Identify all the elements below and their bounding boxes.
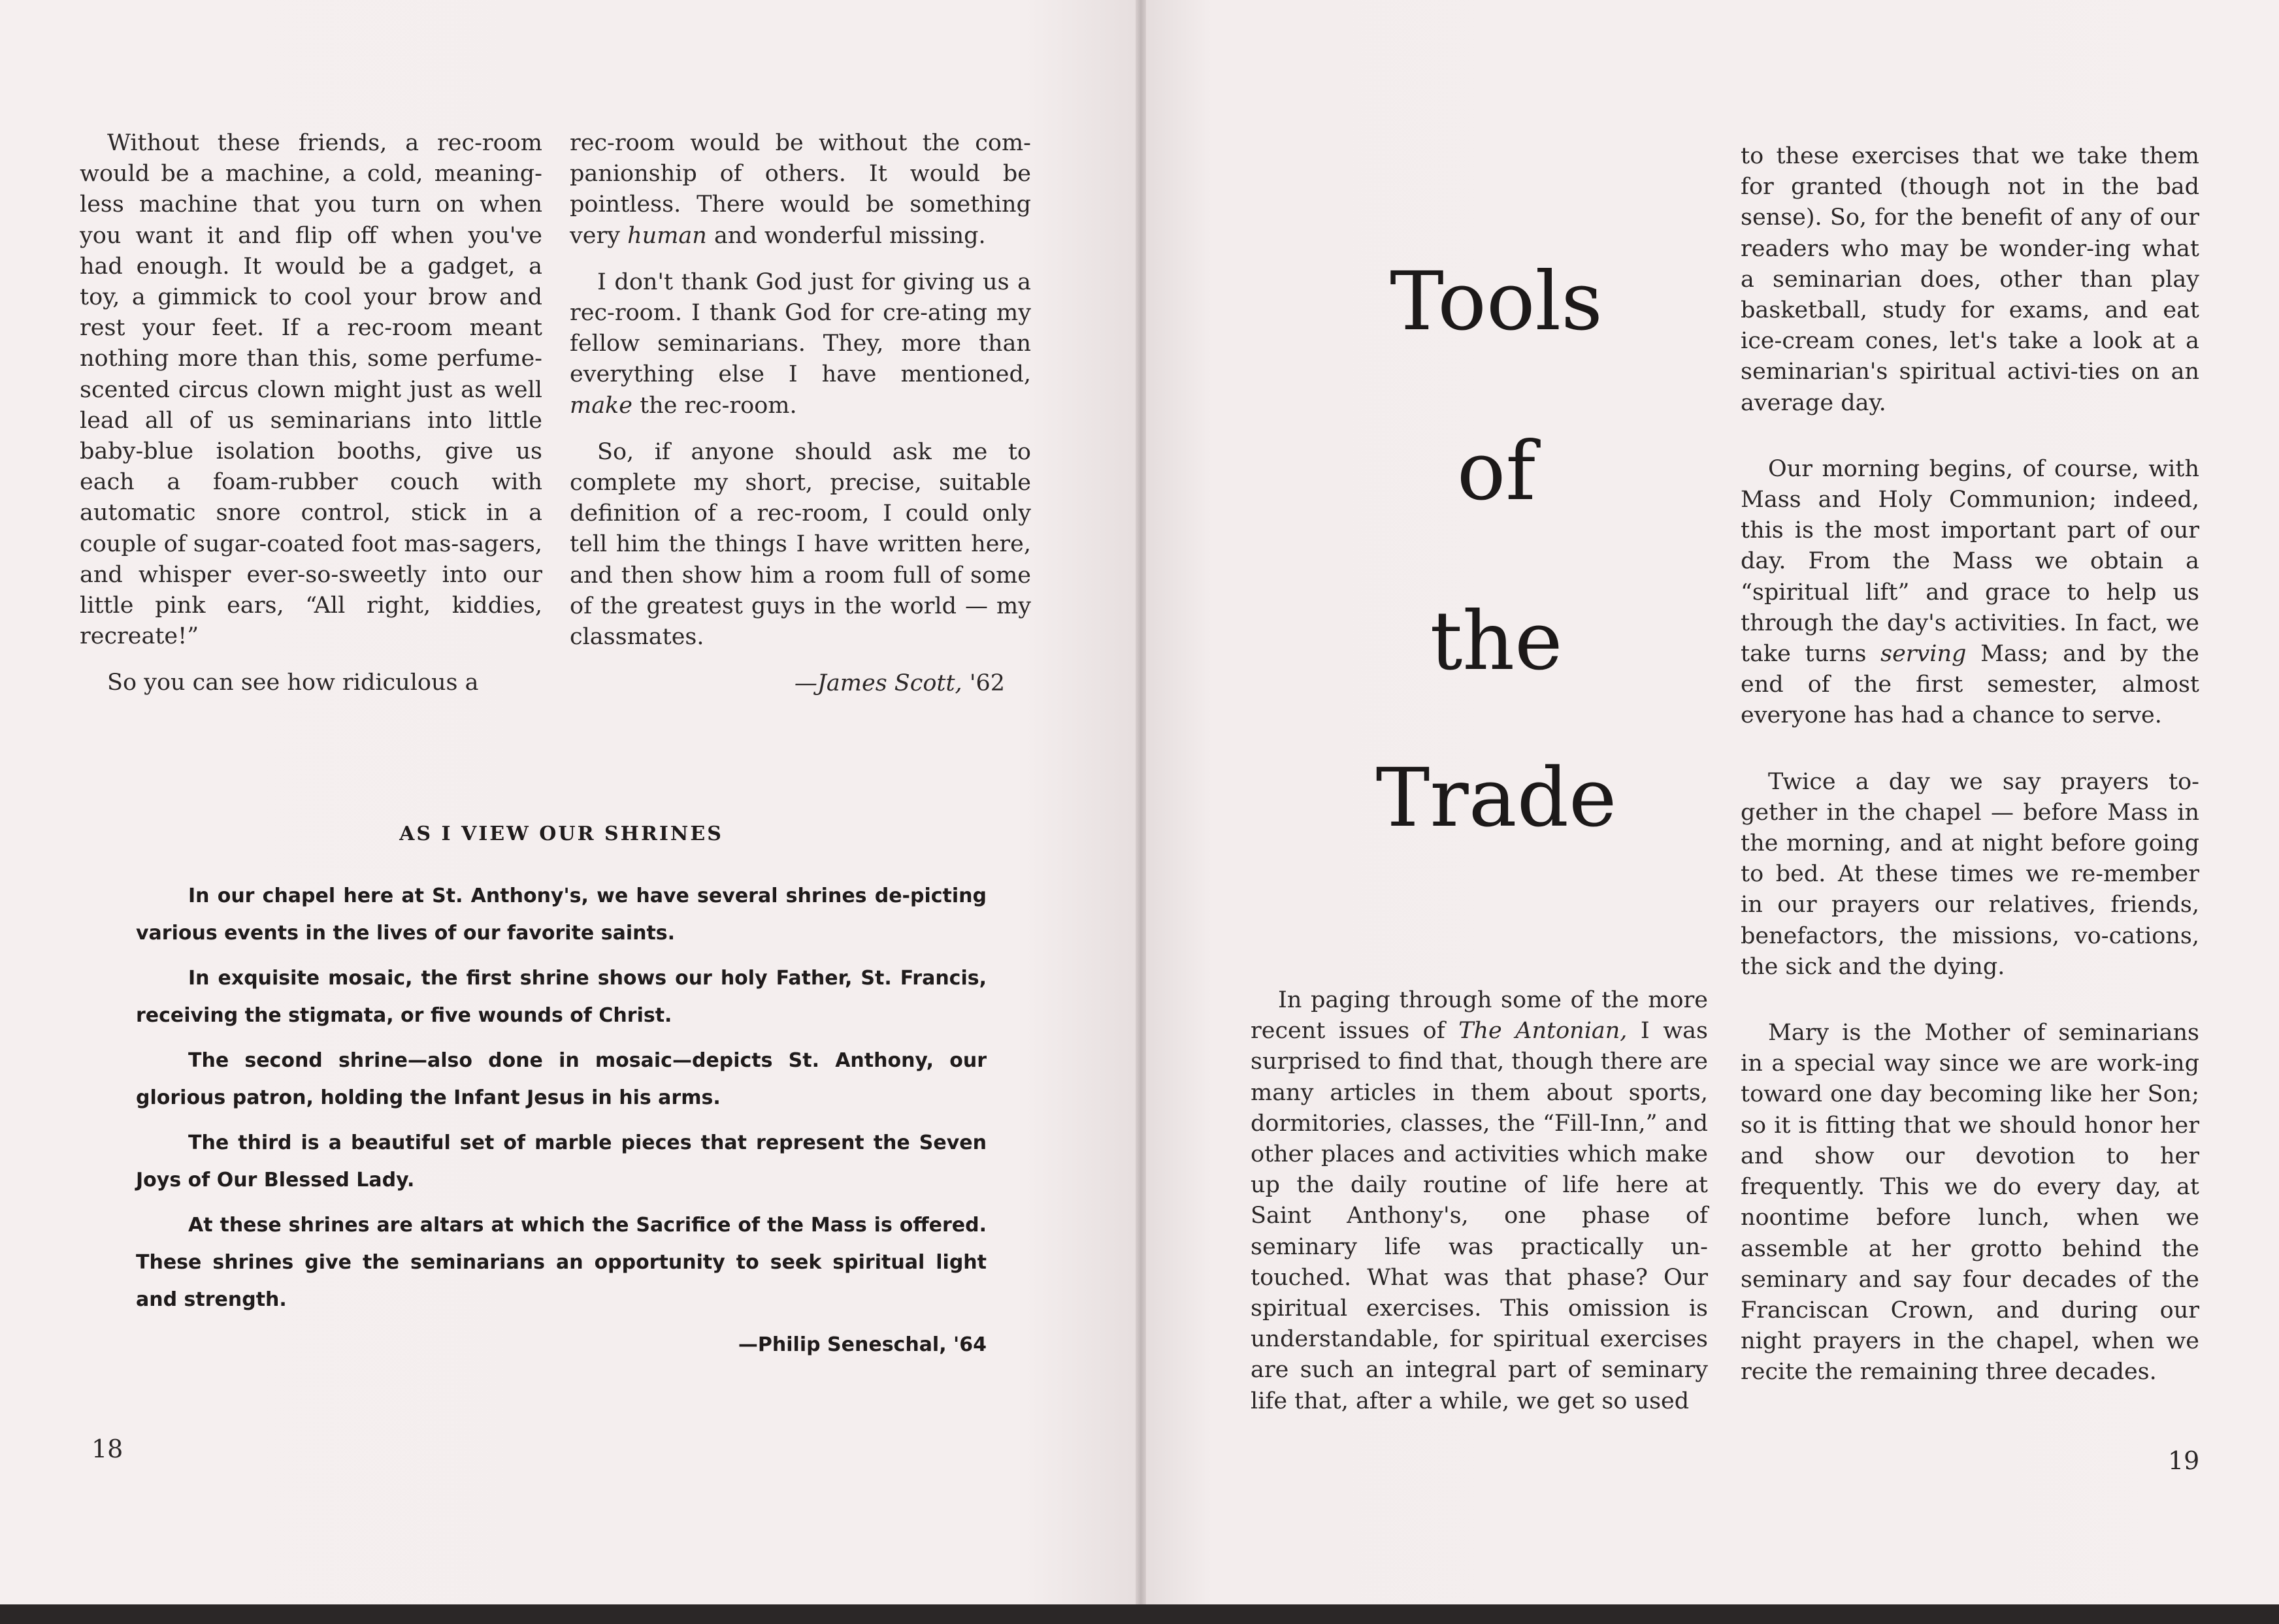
- text-run: rec-room would be without the com-panionship of others. It would be pointless. There would be something very: [570, 130, 1031, 249]
- text-run: Mass; and by the end of the first semester, almost everyone has had a chance to serve.: [1741, 641, 2199, 729]
- book-gutter: [1136, 0, 1146, 1604]
- text-run: I was surprised to find that, though there are many articles in them about sports, dormitories, classes, the “Fill-Inn,” and other places and activities which make up the daily routine of life here at Saint Anthony's, one phase of seminary life was practically un-touched. What was that phase? Our spiritual exercises. This omission is understandable, for spiritual exercises are such an integral part of seminary life that, after a while, we get so used: [1251, 1018, 1708, 1414]
- author-name: —James Scott,: [794, 670, 962, 697]
- paragraph: The second shrine—also done in mosaic—depicts St. Anthony, our glorious patron, holding the Infant Jesus in his arms.: [136, 1049, 987, 1109]
- right-column-1: [1251, 985, 1708, 1433]
- emphasis-text: serving: [1880, 641, 1967, 668]
- title-word-trade: Trade: [1375, 751, 1617, 845]
- paragraph: [1741, 454, 2199, 732]
- author-year: '62: [969, 670, 1005, 697]
- text-run: and wonderful missing.: [706, 222, 986, 249]
- text-run: In paging through some of the more recent issues of: [1251, 987, 1708, 1045]
- emphasis-text: make: [570, 392, 632, 419]
- paragraph: Without these friends, a rec-room would be a machine, a cold, meaning-less machine that you turn on when you want it and flip off when you've had enough. It would be a gadget, a toy, a gimmick to cool your brow and rest your feet. If a rec-room meant nothing more than this, some perfume-scented circus clown might just as well lead all of us seminarians into little baby-blue isolation booths, give us each a foam-rubber couch with automatic snore control, stick in a couple of sugar-coated foot mas-sagers, and whisper ever-so-sweetly into our little pink ears, “All right, kiddies, recreate!”: [80, 130, 542, 650]
- left-column-1: [80, 128, 542, 715]
- shrines-article: [136, 815, 987, 1363]
- emphasis-text: The Antonian,: [1458, 1018, 1628, 1045]
- right-column-2: [1741, 141, 2199, 1404]
- page-number-right: 19: [2168, 1446, 2200, 1475]
- author-signature: [570, 668, 1031, 699]
- text-run: Our morning begins, of course, with Mass and Holy Communion; indeed, this is the most important part of our day. From the Mass we obtain a “spiritual lift” and grace to help us through the day's activities. In fact, we take turns: [1741, 455, 2199, 668]
- title-word-tools: Tools: [1390, 255, 1603, 349]
- paragraph: So, if anyone should ask me to complete my short, precise, suitable definition of a rec-room, I could only tell him the things I have written here, and then show him a room full of some of the greatest guys in the world — my classmates.: [570, 438, 1031, 651]
- text-run: I don't thank God just for giving us a rec-room. I thank God for cre-ating my fellow seminarians. They, more than everything else I have mentioned,: [570, 268, 1031, 388]
- paragraph: Twice a day we say prayers to-gether in the chapel — before Mass in the morning, and at night before going to bed. At these times we re-member in our prayers our relatives, friends, benefactors, the missions, vo-cations, the sick and the dying.: [1741, 768, 2199, 980]
- page-number-left: 18: [91, 1435, 123, 1463]
- title-word-of: of: [1456, 425, 1536, 519]
- paragraph: to these exercises that we take them for granted (though not in the bad sense). So, for the benefit of any of our readers who may be wonder-ing what a seminarian does, other than play basketball, study for exams, and eat ice-cream cones, let's take a look at a seminarian's spiritual activi-ties on an average day.: [1741, 143, 2199, 416]
- paragraph: [570, 128, 1031, 252]
- left-column-2: [570, 128, 1031, 699]
- emphasis-text: human: [627, 222, 707, 249]
- title-word-the: the: [1430, 594, 1563, 689]
- paragraph: In our chapel here at St. Anthony's, we have several shrines de-picting various events in the lives of our favorite saints.: [136, 885, 987, 945]
- paragraph: [1251, 985, 1708, 1417]
- paragraph: At these shrines are altars at which the Sacrifice of the Mass is offered. These shrines give the seminarians an opportunity to seek spiritual light and strength.: [136, 1214, 987, 1311]
- author-signature: —Philip Seneschal, '64: [738, 1333, 987, 1356]
- paragraph: So you can see how ridiculous a: [107, 670, 479, 696]
- paragraph: Mary is the Mother of seminarians in a special way since we are work-ing toward one day becoming like her Son; so it is fitting that we should honor her and show our devotion to her frequently. This we do every day, at noontime before lunch, when we assemble at her grotto behind the seminary and say four decades of the Franciscan Crown, and during our night prayers in the chapel, when we recite the remaining three decades.: [1741, 1020, 2199, 1386]
- paragraph: [570, 267, 1031, 421]
- article-heading: AS I VIEW OUR SHRINES: [399, 822, 723, 845]
- paragraph: The third is a beautiful set of marble pieces that represent the Seven Joys of Our Blessed Lady.: [136, 1131, 987, 1192]
- paragraph: In exquisite mosaic, the first shrine shows our holy Father, St. Francis, receiving the stigmata, or five wounds of Christ.: [136, 967, 987, 1027]
- text-run: the rec-room.: [632, 392, 797, 419]
